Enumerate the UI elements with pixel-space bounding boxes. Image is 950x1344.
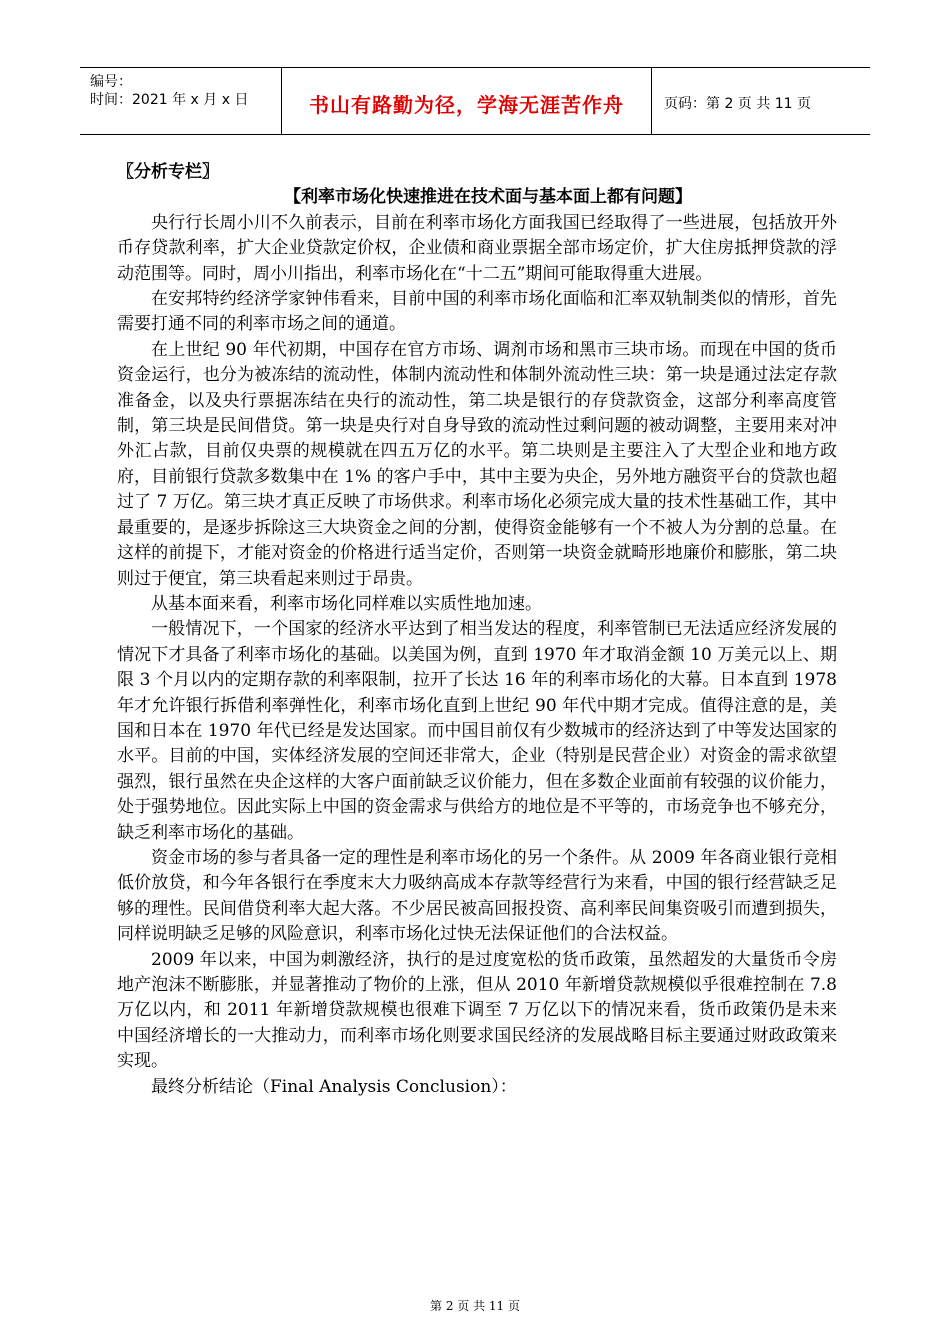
paragraph: 一般情况下，一个国家的经济水平达到了相当发达的程度，利率管制已无法适应经济发展的情况下才具备了利率市场化的基础。以美国为例，直到 1970 年才取消金额 10 万美元以上、期限 3 个月以内的定期存款的利率限制，拉开了长达 16 年的利率市场化的大幕。日本直到 1978 年才允许银行拆借利率弹性化，利率市场化直到上世纪 90 年代中期才完成。值得注意的是，美国和日本在 1970 年代已经是发达国家。而中国目前仅有少数城市的经济达到了中等发达国家的水平。目前的中国，实体经济发展的空间还非常大，企业（特别是民营企业）对资金的需求欲望强烈，银行虽然在央企这样的大客户面前缺乏议价能力，但在多数企业面前有较强的议价能力，处于强势地位。因此实际上中国的资金需求与供给方的地位是不平等的，市场竞争也不够充分，缺乏利率市场化的基础。 [117,619,837,843]
paragraph: 在安邦特约经济学家钟伟看来，目前中国的利率市场化面临和汇率双轨制类似的情形，首先需要打通不同的利率市场之间的通道。 [117,289,837,335]
paragraph: 央行行长周小川不久前表示，目前在利率市场化方面我国已经取得了一些进展，包括放开外币存贷款利率，扩大企业贷款定价权，企业债和商业票据全部市场定价，扩大住房抵押贷款的浮动范围等。同时，周小川指出，利率市场化在“十二五”期间可能取得重大进展。 [117,212,837,284]
document-date-label: 时间：2021 年 x 月 x 日 [90,92,249,108]
header-motto-cell [282,68,652,134]
paragraph: 最终分析结论（Final Analysis Conclusion）： [151,1076,517,1097]
document-number-label: 编号： [90,74,132,90]
section-tag: 〖分析专栏〗 [117,162,219,182]
paragraph: 在上世纪 90 年代初期，中国存在官方市场、调剂市场和黑市三块市场。而现在中国的货币资金运行，也分为被冻结的流动性，体制内流动性和体制外流动性三块：第一块是通过法定存款准备金，以及央行票据冻结在央行的流动性，第二块是银行的存贷款资金，这部分利率高度管制，第三块是民间借贷。第一块是央行对自身导致的流动性过剩问题的被动调整，主要用来对冲外汇占款，目前仅央票的规模就在四五万亿的水平。第二块则是主要注入了大型企业和地方政府，目前银行贷款多数集中在 1% 的客户手中，其中主要为央企，另外地方融资平台的贷款也超过了 7 万亿。第三块才真正反映了市场供求。利率市场化必须完成大量的技术性基础工作，其中最重要的，是逐步拆除这三大块资金之间的分割，使得资金能够有一个不被人为分割的总量。在这样的前提下，才能对资金的价格进行适当定价，否则第一块资金就畸形地廉价和膨胀，第二块则过于便宜，第三块看起来则过于昂贵。 [117,339,837,589]
paragraph: 2009 年以来，中国为刺激经济，执行的是过度宽松的货币政策，虽然超发的大量货币令房地产泡沫不断膨胀，并显著推动了物价的上涨，但从 2010 年新增贷款规模似乎很难控制在 7.8 万亿以内，和 2011 年新增贷款规模也很难下调至 7 万亿以下的情况来看，货币政策仍是未来中国经济增长的一大推动力，而利率市场化则要求国民经济的发展战略目标主要通过财政政策来实现。 [117,949,837,1072]
header-page-number: 页码：第 2 页 共 11 页 [664,96,811,112]
document-body [117,160,837,1100]
page-footer: 第 2 页 共 11 页 [430,1299,520,1313]
header-page-cell [652,68,870,134]
paragraph: 资金市场的参与者具备一定的理性是利率市场化的另一个条件。从 2009 年各商业银行竞相低价放贷，和今年各银行在季度末大力吸纳高成本存款等经营行为来看，中国的银行经营缺乏足够的理性。民间借贷利率大起大落。不少居民被高回报投资、高利率民间集资吸引而遭到损失，同样说明缺乏足够的风险意识，利率市场化过快无法保证他们的合法权益。 [117,847,837,945]
header-meta [80,68,282,134]
paragraph: 从基本面来看，利率市场化同样难以实质性地加速。 [151,593,542,614]
article-title: 【利率市场化快速推进在技术面与基本面上都有问题】 [284,187,692,208]
header-motto: 书山有路勤为径，学海无涯苦作舟 [309,92,624,117]
page-header [80,67,870,135]
